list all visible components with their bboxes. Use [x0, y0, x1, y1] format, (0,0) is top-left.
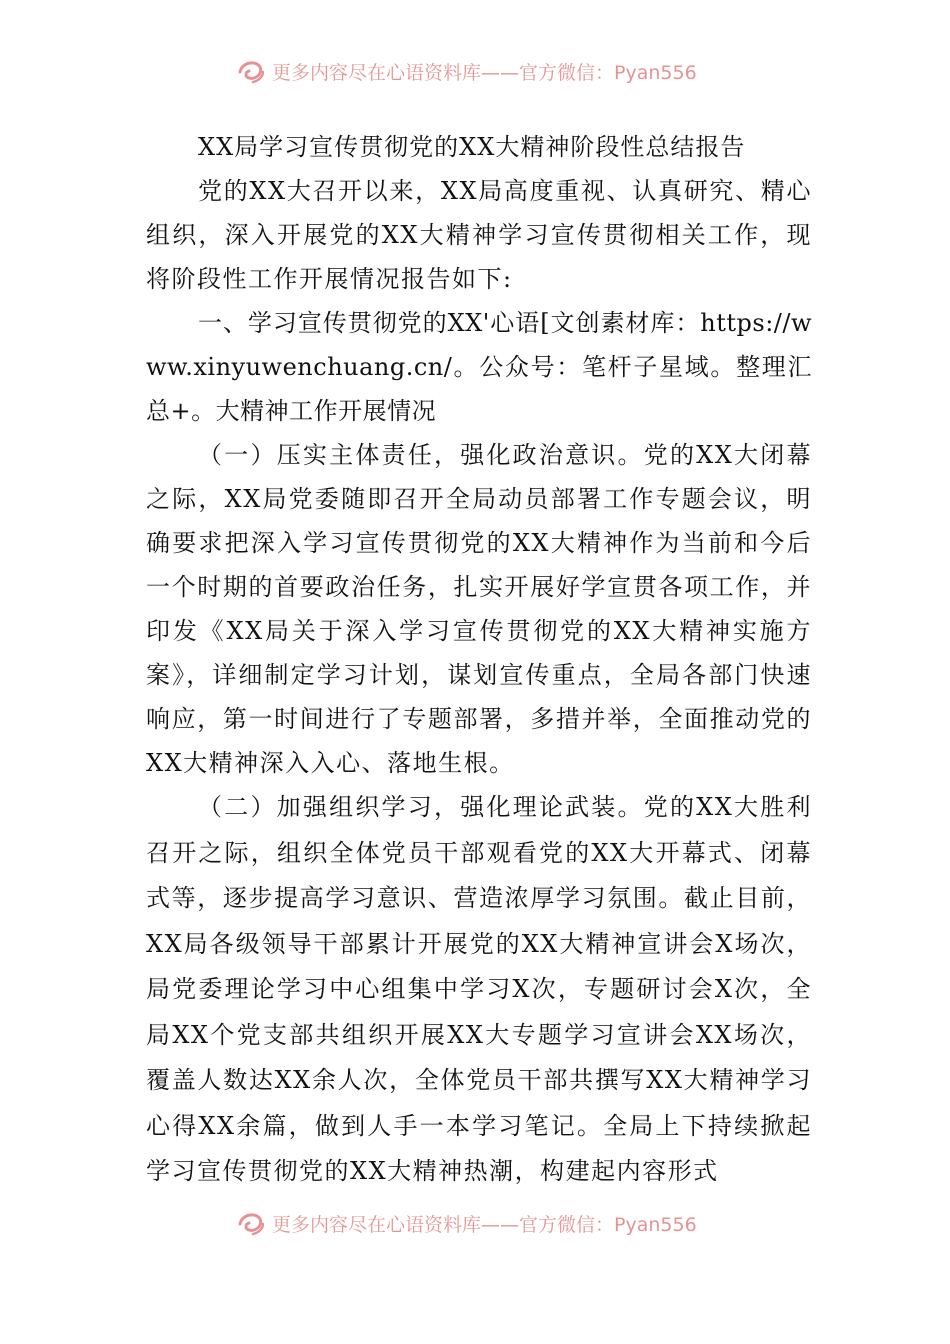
watermark-text: 更多内容尽在心语资料库——官方微信：Pyan556: [272, 61, 697, 84]
red-swirl-logo-icon: [236, 1208, 266, 1238]
red-swirl-logo-icon: [236, 56, 266, 86]
paragraph-subsection-one: （一）压实主体责任，强化政治意识。党的XX大闭幕之际，XX局党委随即召开全局动员部署工作专题会议，明确要求把深入学习宣传贯彻党的XX大精神作为当前和今后一个时期的首要政治任务，扎实开展好学宣贯各项工作，并印发《XX局关于深入学习宣传贯彻党的XX大精神实施方案》，详细制定学习计划，谋划宣传重点，全局各部门快速响应，第一时间进行了专题部署，多措并举，全面推动党的XX大精神深入入心、落地生根。: [146, 441, 812, 777]
paragraph-subsection-two: （二）加强组织学习，强化理论武装。党的XX大胜利召开之际，组织全体党员干部观看党的XX大开幕式、闭幕式等，逐步提高学习意识、营造浓厚学习氛围。截止目前，XX局各级领导干部累计开展党的XX大精神宣讲会X场次，局党委理论学习中心组集中学习X次，专题研讨会X次，全局XX个党支部共组织开展XX大专题学习宣讲会XX场次，覆盖人数达XX余人次，全体党员干部共撰写XX大精神学习心得XX余篇，做到人手一本学习笔记。全局上下持续掀起学习宣传贯彻党的XX大精神热潮，构建起内容形式: [146, 793, 812, 1185]
header-watermark: [236, 56, 697, 86]
paragraph-intro: 党的XX大召开以来，XX局高度重视、认真研究、精心组织，深入开展党的XX大精神学习宣传贯彻相关工作，现将阶段性工作开展情况报告如下:: [146, 177, 812, 293]
document-title: XX局学习宣传贯彻党的XX大精神阶段性总结报告: [198, 133, 746, 161]
document-page: [146, 125, 812, 1195]
watermark-text: 更多内容尽在心语资料库——官方微信：Pyan556: [272, 1213, 697, 1236]
paragraph-section-one-heading: 一、学习宣传贯彻党的XX'心语[文创素材库：https://www.xinyuwenchuang.cn/。公众号：笔杆子星域。整理汇总+。大精神工作开展情况: [146, 309, 812, 425]
footer-watermark: [236, 1208, 697, 1238]
